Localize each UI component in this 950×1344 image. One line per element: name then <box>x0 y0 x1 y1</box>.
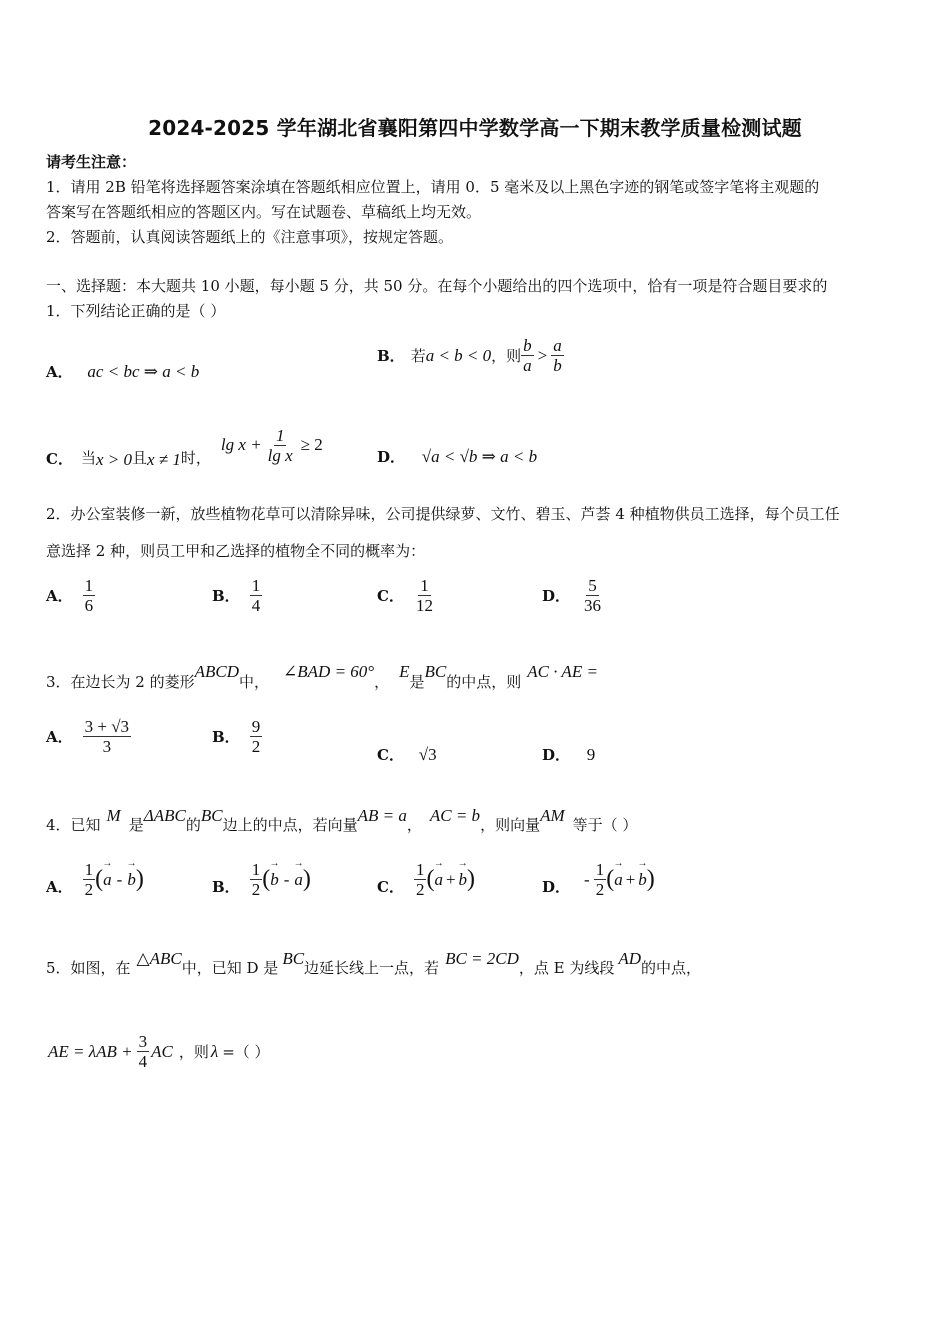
option-label: D． <box>377 448 406 466</box>
stem-math: ABCD <box>194 662 240 681</box>
numerator: a <box>553 336 562 355</box>
numerator: 5 <box>588 576 597 595</box>
question-4-option-a <box>46 860 144 899</box>
question-3-option-a <box>46 717 131 756</box>
question-2-option-b <box>212 576 262 615</box>
vector: → b <box>459 870 468 890</box>
numerator: 1 <box>415 860 425 879</box>
numerator: 1 <box>84 576 94 595</box>
fraction <box>83 576 96 615</box>
right-paren: ) <box>646 866 655 892</box>
option-text: 若 <box>410 346 426 365</box>
stem-text: ，则 <box>178 1042 209 1061</box>
right-paren: ) <box>467 866 476 892</box>
notice-heading: 请考生注意： <box>46 153 137 171</box>
denominator: 2 <box>251 880 261 899</box>
numerator: 1 <box>420 576 429 595</box>
left-paren: ( <box>262 866 271 892</box>
stem-math: BC <box>200 806 223 825</box>
vector: → b <box>638 870 647 890</box>
option-math: lg x + <box>220 435 262 454</box>
question-2-line-2: 意选择 2 种，则员工甲和乙选择的植物全不同的概率为： <box>46 542 426 560</box>
numerator: 3 + √3 <box>84 717 130 736</box>
stem-math: BC <box>424 662 447 681</box>
formula-rhs: AC <box>151 1041 173 1061</box>
option-label: C． <box>46 449 73 468</box>
sign: - <box>584 869 590 889</box>
stem-math: λ <box>210 1041 219 1061</box>
stem-text: ， <box>374 673 390 691</box>
option-label: C． <box>377 587 404 605</box>
section-heading: 一、选择题：本大题共 10 小题，每小题 5 分，共 50 分。在每个小题给出的四个选项中，恰有一项是符合题目要求的 <box>46 277 828 295</box>
question-3-option-b <box>212 717 262 756</box>
option-label: D． <box>542 746 571 764</box>
stem-text: =（ ） <box>222 1042 270 1061</box>
numerator: b <box>523 336 532 355</box>
stem-text: 中，已知 D 是 <box>181 959 279 977</box>
denominator: lg x <box>267 445 293 465</box>
fraction <box>250 717 263 756</box>
question-1-stem: 1．下列结论正确的是（ ） <box>46 302 226 320</box>
page-title: 2024-2025 学年湖北省襄阳第四中学数学高一下期末教学质量检测试题 <box>148 116 802 140</box>
option-label: A． <box>46 363 73 381</box>
right-paren: ) <box>135 866 144 892</box>
option-label: D． <box>542 878 571 896</box>
question-3-option-c <box>377 744 437 765</box>
fraction <box>137 1032 150 1071</box>
option-math: √3 <box>418 745 437 764</box>
operator: + <box>445 869 456 889</box>
stem-text: 边延长线上一点，若 <box>304 959 440 977</box>
option-label: A． <box>46 587 73 605</box>
vector: → b <box>270 870 279 890</box>
stem-math: BC <box>282 949 305 968</box>
option-math: ac < bc ⇒ a < b <box>87 362 200 381</box>
denominator: 2 <box>415 880 425 899</box>
option-label: B． <box>377 347 405 365</box>
stem-math: M <box>106 806 121 825</box>
numerator: 3 <box>138 1032 148 1051</box>
vector: → b <box>127 870 136 890</box>
numerator: 1 <box>84 860 94 879</box>
option-label: A． <box>46 878 73 896</box>
stem-math: AB = a <box>357 806 407 825</box>
option-label: C． <box>377 878 404 896</box>
fraction <box>266 426 295 465</box>
question-4-option-b <box>212 860 311 899</box>
denominator: 12 <box>415 596 433 615</box>
stem-text: ，点 E 为线段 <box>518 959 615 977</box>
question-1-option-c <box>46 420 323 470</box>
fraction <box>414 860 427 899</box>
fraction <box>521 336 534 375</box>
notice-item-1-line-2: 答案写在答题纸相应的答题区内。写在试题卷、草稿纸上均无效。 <box>46 203 482 221</box>
fraction <box>250 860 263 899</box>
denominator: 2 <box>595 880 605 899</box>
question-2-line-1: 2．办公室装修一新，放些植物花草可以清除异味，公司提供绿萝、文竹、碧玉、芦荟 4 种植物供员工选择，每个员工任 <box>46 505 840 523</box>
option-math: √a < √b ⇒ a < b <box>421 447 538 466</box>
fraction <box>250 576 263 615</box>
question-5-formula <box>48 1032 270 1071</box>
notice-item-2: 2．答题前，认真阅读答题纸上的《注意事项》，按规定答题。 <box>46 228 454 246</box>
stem-text: 3．在边长为 2 的菱形 <box>46 673 195 691</box>
stem-math: AC · AE = <box>527 662 598 681</box>
option-label: B． <box>212 587 240 605</box>
fraction <box>582 576 603 615</box>
operator: - <box>116 869 123 889</box>
option-label: B． <box>212 728 240 746</box>
stem-text: 是 <box>409 673 425 691</box>
numerator: 1 <box>275 425 285 445</box>
option-label: A． <box>46 728 73 746</box>
stem-text: 是 <box>128 816 144 834</box>
stem-math: AD <box>618 949 642 968</box>
stem-math: AM <box>540 806 565 825</box>
vector: → a <box>103 870 112 890</box>
denominator: 2 <box>251 737 261 756</box>
option-math: a < b < 0 <box>425 345 492 365</box>
denominator: a <box>523 356 532 375</box>
stem-text: 边上的中点，若向量 <box>222 816 358 834</box>
option-math: x > 0 <box>95 450 132 469</box>
question-4-option-c <box>377 860 475 899</box>
numerator: 1 <box>251 576 261 595</box>
question-4-stem <box>46 806 637 835</box>
stem-math: BC = 2CD <box>445 949 519 968</box>
fraction <box>83 860 96 899</box>
stem-text: 中， <box>239 673 270 691</box>
formula-lhs: AE = λAB + <box>48 1041 133 1061</box>
option-math: 9 <box>586 745 596 764</box>
option-label: B． <box>212 878 240 896</box>
option-text: 且 <box>132 449 148 467</box>
operator: + <box>625 869 636 889</box>
left-paren: ( <box>606 866 615 892</box>
stem-text: 的 <box>185 816 201 834</box>
denominator: 2 <box>84 880 94 899</box>
left-paren: ( <box>426 866 435 892</box>
question-3-option-d <box>542 744 595 765</box>
question-3-stem <box>46 662 598 692</box>
option-label: D． <box>542 587 571 605</box>
denominator: b <box>553 356 562 375</box>
denominator: 6 <box>84 596 94 615</box>
question-1-option-a <box>46 361 199 382</box>
stem-math: AC = b <box>429 806 481 825</box>
stem-text: 的中点，则 <box>446 673 522 691</box>
fraction <box>83 717 131 756</box>
question-4-option-d <box>542 860 655 899</box>
vector: → a <box>434 870 443 890</box>
question-2-option-d <box>542 576 603 615</box>
option-math: x ≠ 1 <box>147 450 181 469</box>
fraction <box>594 860 607 899</box>
question-2-option-c <box>377 576 435 615</box>
stem-text: 5．如图，在 <box>46 959 131 977</box>
stem-math: ∠BAD = 60° <box>283 662 375 681</box>
option-math: ≥ 2 <box>300 435 323 454</box>
numerator: 1 <box>251 860 261 879</box>
right-paren: ) <box>302 866 311 892</box>
denominator: 36 <box>584 596 602 615</box>
question-5-stem <box>46 949 701 978</box>
denominator: 3 <box>102 737 112 756</box>
question-2-option-a <box>46 576 95 615</box>
notice-item-1-line-1: 1．请用 2B 铅笔将选择题答案涂填在答题纸相应位置上，请用 0．5 毫米及以上黑色字迹的钢笔或签字笔将主观题的 <box>46 178 820 196</box>
stem-math: ΔABC <box>143 806 186 825</box>
operator: - <box>283 869 290 889</box>
stem-text: 等于（ ） <box>572 816 638 834</box>
numerator: 1 <box>595 860 605 879</box>
option-label: C． <box>377 746 404 764</box>
option-text: 当 <box>80 449 96 467</box>
stem-text: 4．已知 <box>46 816 101 834</box>
gt-sign: > <box>537 345 548 365</box>
question-1-option-d <box>377 446 537 467</box>
fraction <box>551 336 564 375</box>
left-paren: ( <box>95 866 104 892</box>
stem-math: E <box>399 662 410 681</box>
stem-text: ，则向量 <box>480 816 541 834</box>
numerator: 9 <box>251 717 261 736</box>
denominator: 4 <box>138 1052 148 1071</box>
vector: → a <box>614 870 623 890</box>
stem-math: △ABC <box>136 949 182 968</box>
option-text: 时， <box>180 449 211 467</box>
stem-text: ， <box>406 816 422 834</box>
stem-text: 的中点， <box>641 959 702 977</box>
option-text: ，则 <box>491 346 522 365</box>
question-1-option-b <box>377 336 564 375</box>
vector: → a <box>294 870 303 890</box>
denominator: 4 <box>251 596 261 615</box>
fraction <box>414 576 435 615</box>
